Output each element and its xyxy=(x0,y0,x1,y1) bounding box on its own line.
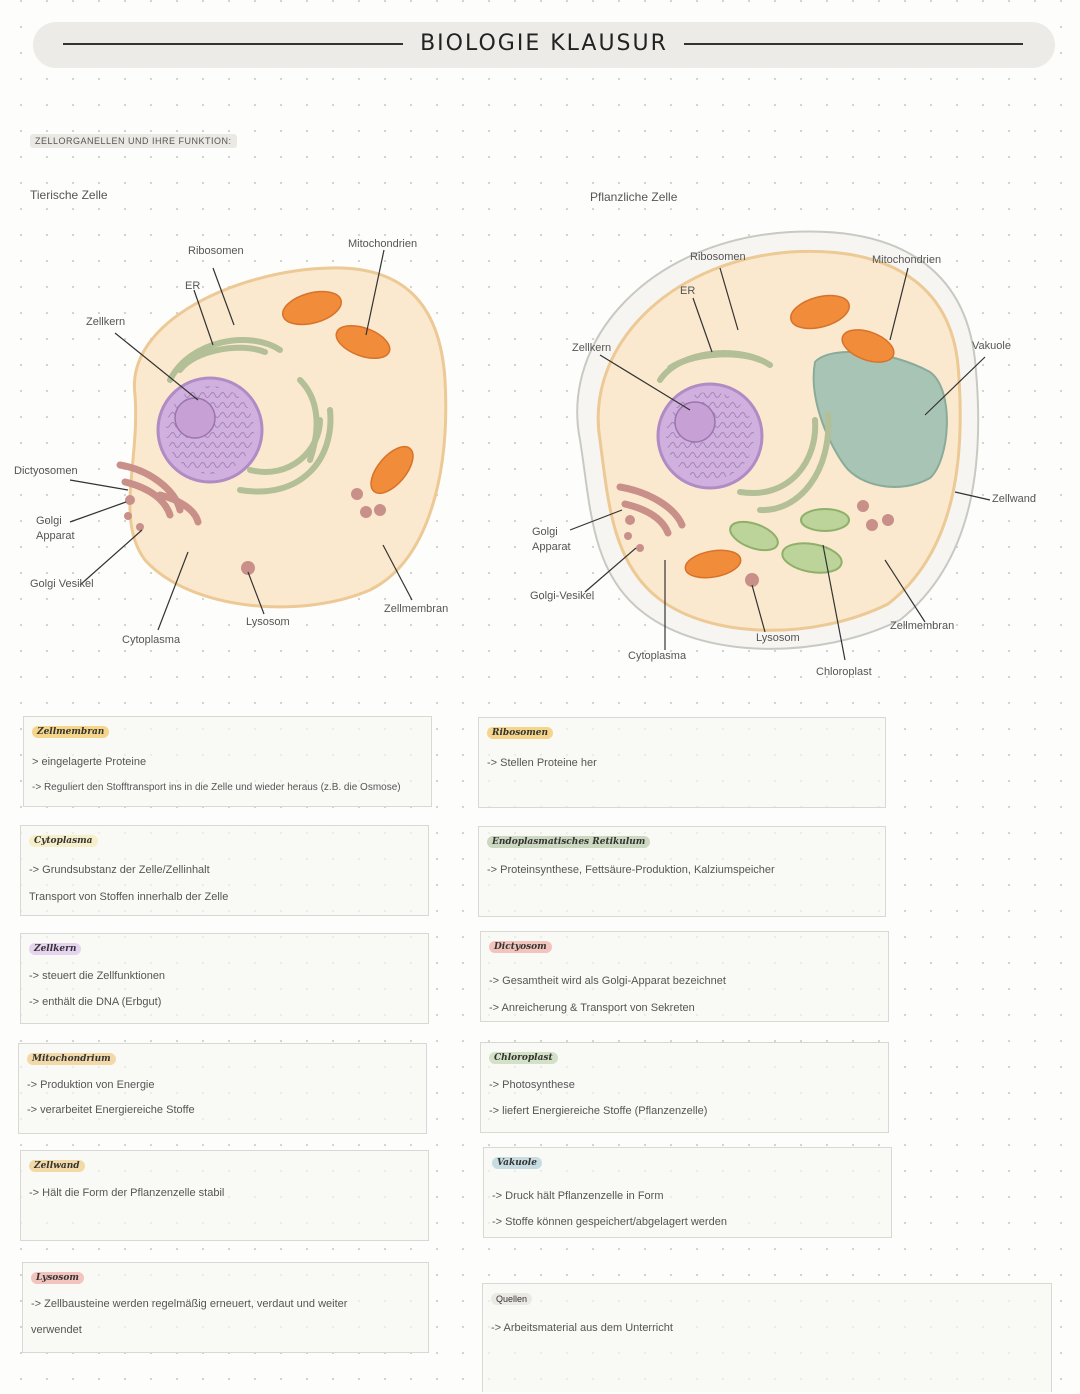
card-line: -> enthält die DNA (Erbgut) xyxy=(29,996,162,1008)
card-title: Dictyosom xyxy=(489,941,552,953)
card-title: Chloroplast xyxy=(489,1052,558,1064)
animal-label-zellkern: Zellkern xyxy=(86,316,126,328)
plant-label-mitochondrien: Mitochondrien xyxy=(872,254,942,266)
plant-label-er: ER xyxy=(680,285,696,297)
card-chloroplast xyxy=(480,1042,889,1133)
card-zellwand xyxy=(20,1150,429,1241)
animal-label-dictyosomen: Dictyosomen xyxy=(14,465,78,477)
card-title: Cytoplasma xyxy=(29,835,98,847)
card-title: Zellkern xyxy=(29,943,81,955)
plant-cell xyxy=(570,231,990,660)
card-line: -> Zellbausteine werden regelmäßig erneuert, verdaut und weiter xyxy=(31,1298,348,1310)
plant-label-golgi: Golgi Apparat xyxy=(532,526,571,553)
card-lysosom xyxy=(22,1262,429,1353)
card-line: -> liefert Energiereiche Stoffe (Pflanzenzelle) xyxy=(489,1105,708,1117)
card-line: -> Druck hält Pflanzenzelle in Form xyxy=(492,1190,664,1202)
plant-label-zellkern: Zellkern xyxy=(572,342,612,354)
card-quellen xyxy=(482,1283,1052,1392)
card-dictyosom xyxy=(480,931,889,1022)
card-title: Mitochondrium xyxy=(27,1053,116,1065)
plant-label-ribosomen: Ribosomen xyxy=(690,251,746,263)
plant-label-zellmembran: Zellmembran xyxy=(890,620,955,632)
card-line: -> Grundsubstanz der Zelle/Zellinhalt xyxy=(29,864,210,876)
card-cytoplasma xyxy=(20,825,429,916)
card-title: Zellmembran xyxy=(32,726,109,738)
plant-cell-title: Pflanzliche Zelle xyxy=(590,190,678,204)
card-title: Endoplasmatisches Retikulum xyxy=(487,836,650,848)
card-line: -> Gesamtheit wird als Golgi-Apparat bezeichnet xyxy=(489,975,726,987)
card-line: -> Photosynthese xyxy=(489,1079,575,1091)
plant-label-lysosom: Lysosom xyxy=(756,632,800,644)
plant-label-zellwand: Zellwand xyxy=(992,493,1037,505)
card-title: Quellen xyxy=(491,1293,532,1305)
plant-label-chloroplast: Chloroplast xyxy=(816,666,872,678)
animal-label-mitochondrien: Mitochondrien xyxy=(348,238,418,250)
card-line: -> verarbeitet Energiereiche Stoffe xyxy=(27,1104,195,1116)
card-line: > eingelagerte Proteine xyxy=(32,756,147,768)
page-title: BIOLOGIE KLAUSUR xyxy=(33,31,1055,56)
card-line: -> Anreicherung & Transport von Sekreten xyxy=(489,1002,695,1014)
animal-label-er: ER xyxy=(185,280,201,292)
card-er xyxy=(478,826,886,917)
animal-cell xyxy=(70,250,449,630)
card-line: -> Stoffe können gespeichert/abgelagert werden xyxy=(492,1216,727,1228)
card-line: -> steuert die Zellfunktionen xyxy=(29,970,166,982)
card-line: verwendet xyxy=(31,1324,82,1336)
card-title: Lysosom xyxy=(31,1272,84,1284)
card-title: Zellwand xyxy=(29,1160,85,1172)
plant-label-golgi-vesikel: Golgi-Vesikel xyxy=(530,590,595,602)
animal-label-ribosomen: Ribosomen xyxy=(188,245,244,257)
card-line: -> Hält die Form der Pflanzenzelle stabil xyxy=(29,1187,225,1199)
card-line: -> Produktion von Energie xyxy=(27,1079,155,1091)
card-line: -> Arbeitsmaterial aus dem Unterricht xyxy=(491,1322,673,1334)
animal-label-zellmembran: Zellmembran xyxy=(384,603,449,615)
plant-label-cytoplasma: Cytoplasma xyxy=(628,650,687,662)
animal-label-lysosom: Lysosom xyxy=(246,616,290,628)
card-title: Ribosomen xyxy=(487,727,553,739)
plant-nucleolus xyxy=(675,402,715,442)
card-ribosomen xyxy=(478,717,886,808)
card-vakuole xyxy=(483,1147,892,1238)
section-subtitle: ZELLORGANELLEN UND IHRE FUNKTION: xyxy=(30,134,237,148)
card-mitochondrium xyxy=(18,1043,427,1134)
animal-label-golgi: Golgi Apparat xyxy=(36,515,75,542)
card-zellmembran xyxy=(23,716,432,807)
plant-label-vakuole: Vakuole xyxy=(972,340,1011,352)
animal-label-golgi-vesikel: Golgi Vesikel xyxy=(30,578,94,590)
card-zellkern xyxy=(20,933,429,1024)
card-line: -> Proteinsynthese, Fettsäure-Produktion, Kalziumspeicher xyxy=(487,864,775,876)
card-line: -> Stellen Proteine her xyxy=(487,757,597,769)
card-line: -> Reguliert den Stofftransport ins in die Zelle und wieder heraus (z.B. die Osmose) xyxy=(32,782,401,793)
card-title: Vakuole xyxy=(492,1157,542,1169)
card-line: Transport von Stoffen innerhalb der Zelle xyxy=(29,891,229,903)
animal-cell-title: Tierische Zelle xyxy=(30,188,108,202)
animal-nucleolus xyxy=(175,398,215,438)
animal-label-cytoplasma: Cytoplasma xyxy=(122,634,181,646)
